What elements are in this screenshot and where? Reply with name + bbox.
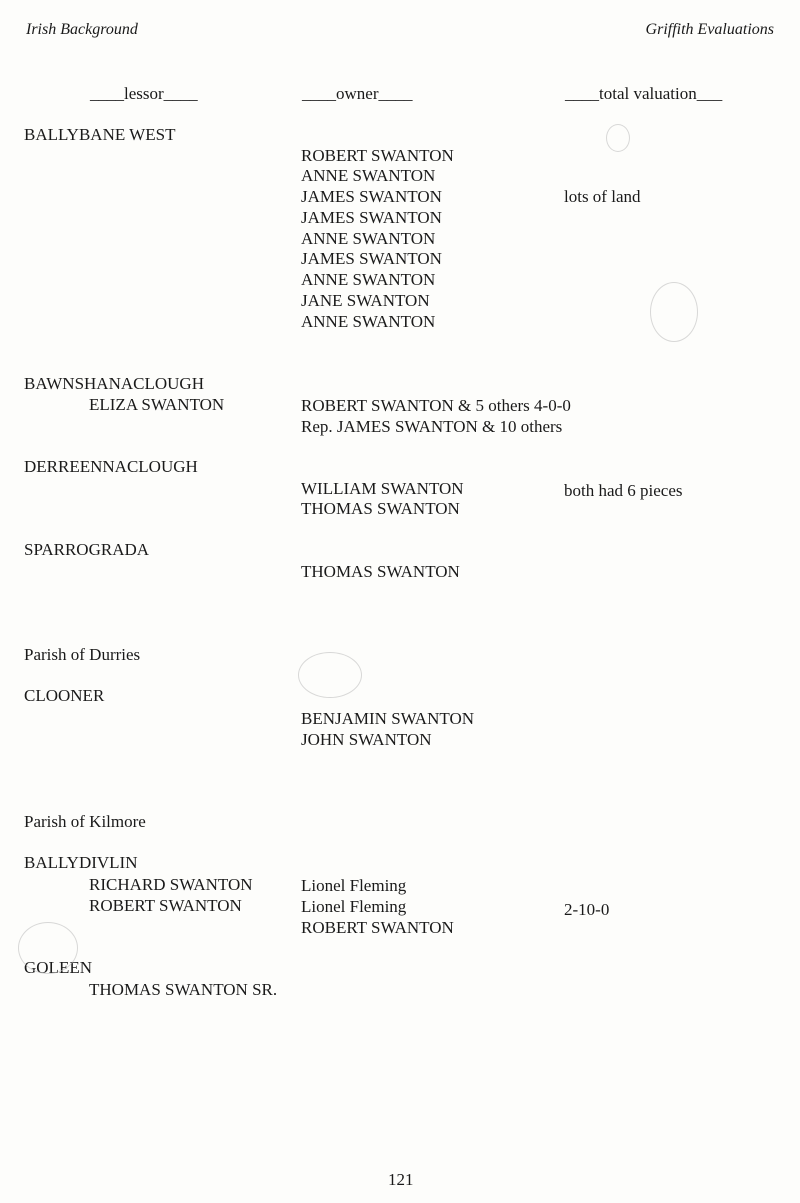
entry-line: ANNE SWANTON: [301, 229, 436, 248]
column-header-owner: ____owner____: [302, 84, 413, 103]
header-right: Griffith Evaluations: [645, 21, 774, 38]
scan-mark: [298, 652, 362, 698]
entry-line: THOMAS SWANTON: [301, 562, 460, 581]
entry-line: ROBERT SWANTON & 5 others 4-0-0: [301, 396, 571, 415]
entry-line: JAMES SWANTON: [301, 249, 442, 268]
entry-line: Parish of Durries: [24, 645, 141, 664]
entry-line: BAWNSHANACLOUGH: [24, 374, 204, 393]
entry-line: THOMAS SWANTON SR.: [89, 980, 278, 999]
entry-line: Lionel Fleming: [301, 876, 407, 895]
entry-line: ROBERT SWANTON: [301, 146, 454, 165]
scan-mark: [18, 922, 78, 974]
entry-line: ANNE SWANTON: [301, 312, 436, 331]
entry-line: JAMES SWANTON: [301, 208, 442, 227]
entry-line: Lionel Fleming: [301, 897, 407, 916]
entry-line: lots of land: [564, 187, 641, 206]
entry-line: ROBERT SWANTON: [301, 918, 454, 937]
entry-line: SPARROGRADA: [24, 540, 150, 559]
entry-line: both had 6 pieces: [564, 481, 683, 500]
entry-line: ROBERT SWANTON: [89, 896, 242, 915]
scan-mark: [650, 282, 698, 342]
entry-line: JOHN SWANTON: [301, 730, 432, 749]
entry-line: RICHARD SWANTON: [89, 875, 253, 894]
column-header-total-valuation: ____total valuation___: [565, 84, 723, 103]
entry-line: GOLEEN: [24, 958, 92, 977]
entry-line: ANNE SWANTON: [301, 270, 436, 289]
entry-line: THOMAS SWANTON: [301, 499, 460, 518]
page-number: 121: [388, 1170, 414, 1189]
column-header-lessor: ____lessor____: [90, 84, 198, 103]
entry-line: Parish of Kilmore: [24, 812, 146, 831]
entry-line: JANE SWANTON: [301, 291, 430, 310]
entry-line: WILLIAM SWANTON: [301, 479, 464, 498]
entry-line: ANNE SWANTON: [301, 166, 436, 185]
entry-line: JAMES SWANTON: [301, 187, 442, 206]
entry-line: BENJAMIN SWANTON: [301, 709, 474, 728]
entry-line: DERREENNACLOUGH: [24, 457, 198, 476]
entry-line: BALLYBANE WEST: [24, 125, 176, 144]
entry-line: 2-10-0: [564, 900, 610, 919]
scan-mark: [606, 124, 630, 152]
entry-line: CLOONER: [24, 686, 105, 705]
entry-line: Rep. JAMES SWANTON & 10 others: [301, 417, 563, 436]
header-left: Irish Background: [26, 21, 138, 38]
entry-line: BALLYDIVLIN: [24, 853, 138, 872]
entry-line: ELIZA SWANTON: [89, 395, 225, 414]
